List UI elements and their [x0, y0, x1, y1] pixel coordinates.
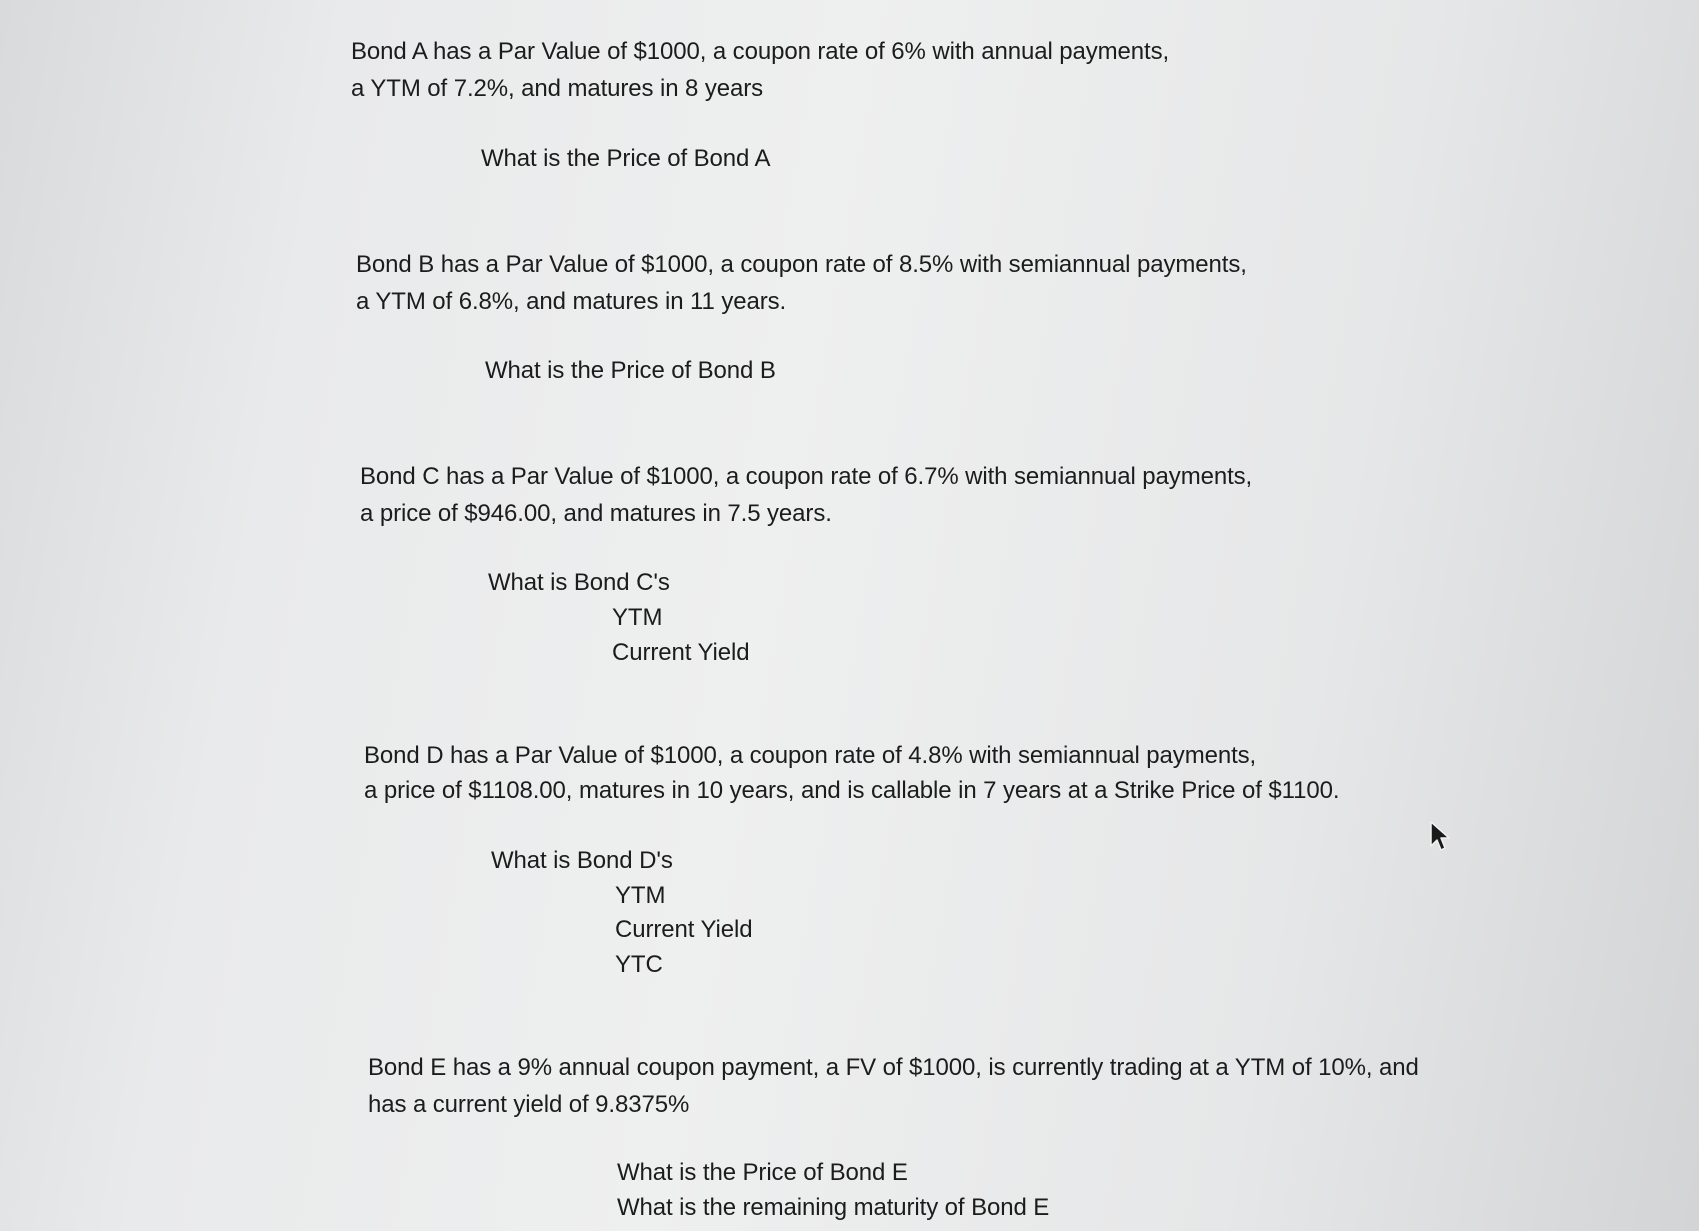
- bond-c-item-current-yield: Current Yield: [612, 639, 750, 666]
- bond-b-question: What is the Price of Bond B: [485, 357, 776, 384]
- bond-a-question: What is the Price of Bond A: [481, 145, 771, 172]
- bond-c-line-1: Bond C has a Par Value of $1000, a coupon rate of 6.7% with semiannual payments,: [360, 463, 1253, 490]
- bond-e-question-maturity: What is the remaining maturity of Bond E: [617, 1194, 1050, 1221]
- bond-d-item-current-yield: Current Yield: [615, 916, 753, 943]
- bond-a-line-2: a YTM of 7.2%, and matures in 8 years: [351, 75, 764, 102]
- bond-d-line-2: a price of $1108.00, matures in 10 years, and is callable in 7 years at a Strike Price of $1100.: [364, 777, 1340, 804]
- mouse-pointer-icon: [1428, 820, 1454, 854]
- bond-c-line-2: a price of $946.00, and matures in 7.5 years.: [360, 500, 832, 527]
- bond-c-item-ytm: YTM: [612, 604, 663, 631]
- bond-d-question: What is Bond D's: [491, 847, 673, 874]
- bond-a-line-1: Bond A has a Par Value of $1000, a coupon rate of 6% with annual payments,: [351, 38, 1170, 65]
- bond-e-question-price: What is the Price of Bond E: [617, 1159, 908, 1186]
- bond-e-line-1: Bond E has a 9% annual coupon payment, a FV of $1000, is currently trading at a YTM of 10%, and: [368, 1054, 1419, 1081]
- bond-b-line-2: a YTM of 6.8%, and matures in 11 years.: [356, 288, 787, 315]
- bond-d-item-ytc: YTC: [615, 951, 663, 978]
- bond-d-line-1: Bond D has a Par Value of $1000, a coupon rate of 4.8% with semiannual payments,: [364, 742, 1257, 769]
- bond-b-line-1: Bond B has a Par Value of $1000, a coupon rate of 8.5% with semiannual payments,: [356, 251, 1247, 278]
- bond-e-line-2: has a current yield of 9.8375%: [368, 1091, 690, 1118]
- bond-d-item-ytm: YTM: [615, 882, 666, 909]
- bond-c-question: What is Bond C's: [488, 569, 670, 596]
